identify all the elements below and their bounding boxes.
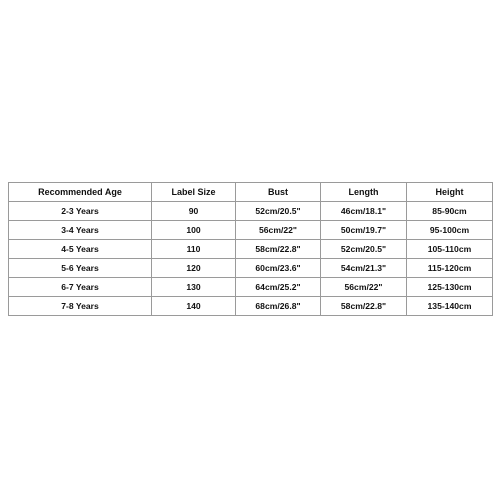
table-row bbox=[9, 202, 493, 221]
cell-label-size: 90 bbox=[152, 202, 236, 221]
cell-height: 85-90cm bbox=[407, 202, 493, 221]
cell-age: 7-8 Years bbox=[9, 297, 152, 316]
cell-bust: 56cm/22" bbox=[236, 221, 321, 240]
cell-label-size: 110 bbox=[152, 240, 236, 259]
table-row bbox=[9, 221, 493, 240]
cell-age: 3-4 Years bbox=[9, 221, 152, 240]
cell-height: 105-110cm bbox=[407, 240, 493, 259]
cell-bust: 52cm/20.5" bbox=[236, 202, 321, 221]
cell-height: 115-120cm bbox=[407, 259, 493, 278]
cell-height: 135-140cm bbox=[407, 297, 493, 316]
cell-age: 2-3 Years bbox=[9, 202, 152, 221]
table-row bbox=[9, 259, 493, 278]
header-height: Height bbox=[407, 183, 493, 202]
cell-age: 6-7 Years bbox=[9, 278, 152, 297]
cell-length: 54cm/21.3" bbox=[321, 259, 407, 278]
cell-length: 50cm/19.7" bbox=[321, 221, 407, 240]
table-row bbox=[9, 297, 493, 316]
cell-label-size: 130 bbox=[152, 278, 236, 297]
cell-height: 125-130cm bbox=[407, 278, 493, 297]
table-header-row bbox=[9, 183, 493, 202]
cell-label-size: 120 bbox=[152, 259, 236, 278]
cell-length: 56cm/22" bbox=[321, 278, 407, 297]
cell-label-size: 140 bbox=[152, 297, 236, 316]
cell-length: 58cm/22.8" bbox=[321, 297, 407, 316]
cell-height: 95-100cm bbox=[407, 221, 493, 240]
table-row bbox=[9, 240, 493, 259]
cell-length: 46cm/18.1" bbox=[321, 202, 407, 221]
header-label-size: Label Size bbox=[152, 183, 236, 202]
cell-bust: 68cm/26.8" bbox=[236, 297, 321, 316]
header-bust: Bust bbox=[236, 183, 321, 202]
cell-age: 5-6 Years bbox=[9, 259, 152, 278]
cell-bust: 60cm/23.6" bbox=[236, 259, 321, 278]
cell-age: 4-5 Years bbox=[9, 240, 152, 259]
cell-length: 52cm/20.5" bbox=[321, 240, 407, 259]
header-length: Length bbox=[321, 183, 407, 202]
size-chart-table bbox=[8, 182, 493, 316]
cell-label-size: 100 bbox=[152, 221, 236, 240]
cell-bust: 64cm/25.2" bbox=[236, 278, 321, 297]
cell-bust: 58cm/22.8" bbox=[236, 240, 321, 259]
table-row bbox=[9, 278, 493, 297]
header-recommended-age: Recommended Age bbox=[9, 183, 152, 202]
